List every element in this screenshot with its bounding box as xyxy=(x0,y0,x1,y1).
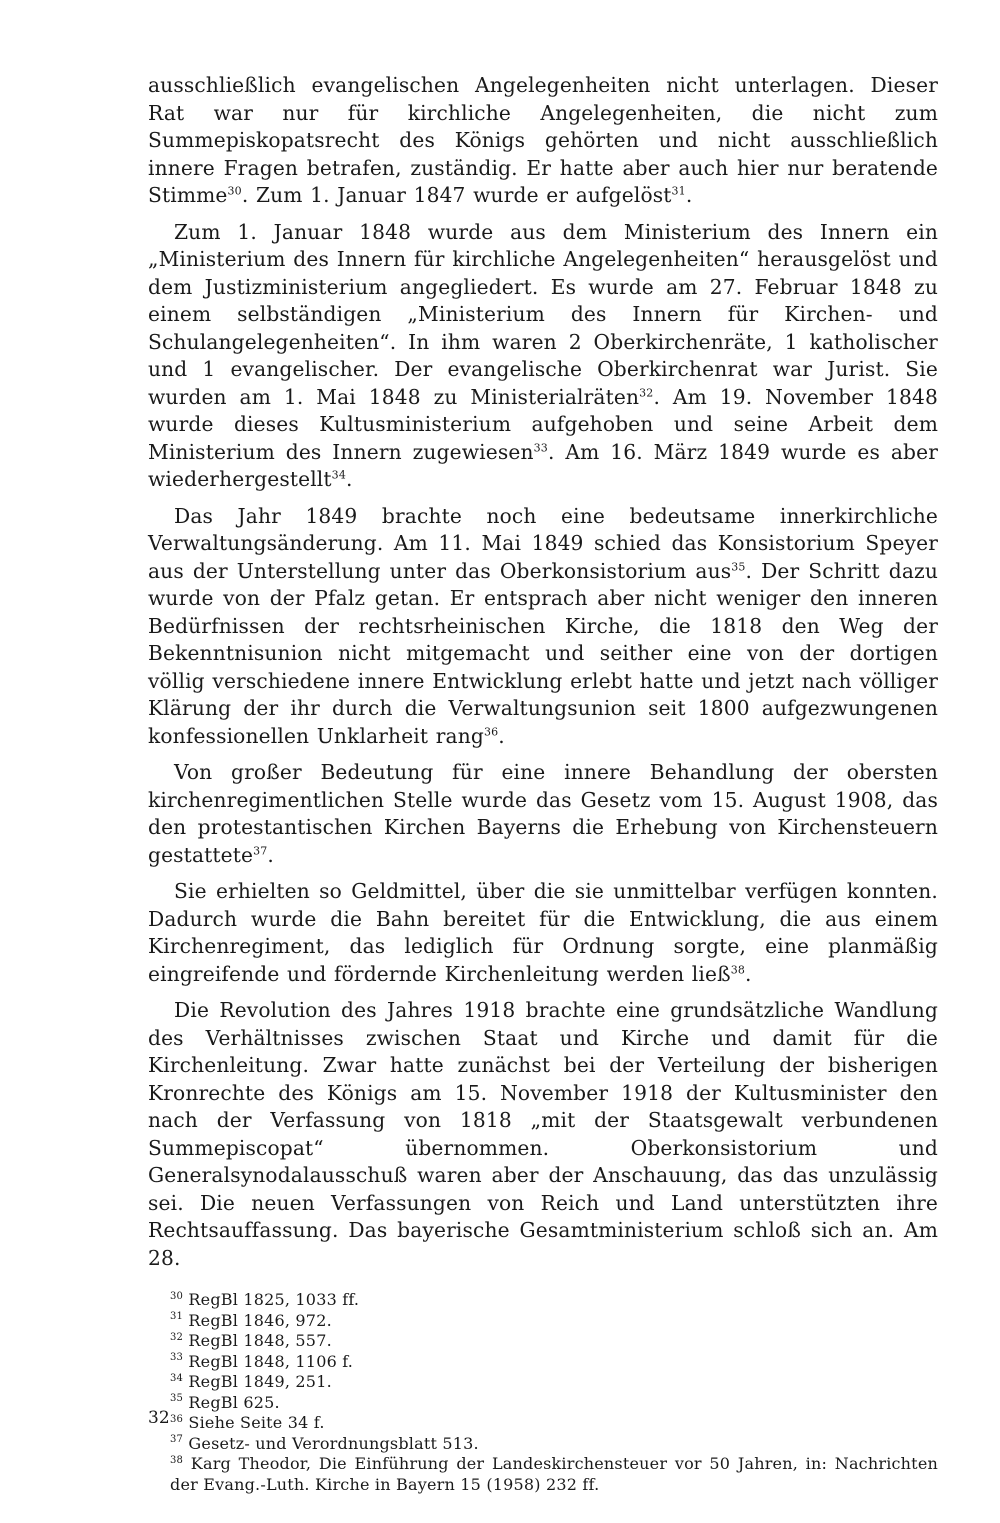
footnote: 33 RegBl 1848, 1106 f. xyxy=(170,1351,354,1371)
paragraph-text-run: . xyxy=(685,183,693,207)
footnote-reference[interactable]: 33 xyxy=(533,440,548,454)
paragraph-text-run: . xyxy=(345,467,353,491)
footnote-reference[interactable]: 31 xyxy=(671,184,686,198)
paragraph-text-run: Das Jahr 1849 brachte noch eine bedeutsame innerkirchliche Verwaltungsänderung. Am 11. Mai 1849 schied das Konsistorium Speyer aus der Unterstellung unter das Oberkonsistorium aus xyxy=(148,503,938,583)
paragraph-text-run: . xyxy=(267,842,274,867)
book-page xyxy=(148,72,938,1495)
paragraph-text-run: . xyxy=(498,723,505,748)
paragraph xyxy=(148,878,938,988)
footnote-reference[interactable]: 36 xyxy=(483,724,499,738)
paragraph-text-run: ausschließlich evangelischen Angelegenheiten nicht unterlagen. Dieser Rat war nur für kirchliche Angelegenheiten, die nicht zum Summepiskopatsrecht des Königs gehörten und nicht ausschließlich innere Fragen betrafen, zuständig. Er hatte aber auch hier nur beratende Stimme xyxy=(148,73,938,207)
footnote-text: RegBl 625. xyxy=(188,1392,280,1412)
paragraph xyxy=(148,72,938,210)
footnote-text: RegBl 1825, 1033 ff. xyxy=(188,1290,360,1309)
footnotes xyxy=(148,1290,938,1495)
footnote-text: RegBl 1848, 1106 f. xyxy=(188,1351,354,1371)
paragraph-text-run: . Am 19. November 1848 wurde dieses Kultusministerium aufgehoben und seine Arbeit dem Ministerium des Innern zugewiesen xyxy=(148,384,939,464)
footnote-text: RegBl 1846, 972. xyxy=(188,1310,332,1330)
paragraph xyxy=(148,759,938,869)
paragraph-text-run: Zum 1. Januar 1848 wurde aus dem Ministerium des Innern ein „Ministerium des Innern für kirchliche Angelegenheiten“ herausgelöst und dem Justizministerium angegliedert. Es wurde am 27. Februar 1848 zu einem selbständigen „Ministerium des Innern für Kirchen- und Schulangelegenheiten“. In ihm waren 2 Oberkirchenräte, 1 katholischer und 1 evangelischer. Der evangelische Oberkirchenrat war Jurist. Sie wurden am 1. Mai 1848 zu Ministerialräten xyxy=(148,219,938,409)
paragraph xyxy=(148,503,938,751)
footnote-reference[interactable]: 37 xyxy=(253,843,268,857)
paragraph-text-run: Die Revolution des Jahres 1918 brachte eine grundsätzliche Wandlung des Verhältnisses zwischen Staat und Kirche und damit für die Kirchenleitung. Zwar hatte zunächst bei der Verteilung der bisherigen Kronrechte des Königs am 15. November 1918 der Kultusminister den nach der Verfassung von 1818 „mit der Staatsgewalt verbundenen Summepiscopat“ übernommen. Oberkonsistorium und Generalsynodalausschuß waren aber der Anschauung, das das unzulässig sei. Die neuen Verfassungen von Reich und Land unterstützten ihre Rechtsauffassung. Das bayerische Gesamtministerium schloß sich an. Am 28. xyxy=(148,998,938,1270)
paragraph-text-run: Von großer Bedeutung für eine innere Behandlung der obersten kirchenregimentlichen Stelle wurde das Gesetz vom 15. August 1908, das den protestantischen Kirchen Bayerns die Erhebung von Kirchensteuern gestattete xyxy=(148,760,938,867)
paragraph xyxy=(148,219,938,494)
footnote-text: Karg Theodor, Die Einführung der Landeskirchensteuer vor 50 Jahren, in: Nachrichten der Evang.-Luth. Kirche in Bayern 15 (1958) 232 ff. xyxy=(170,1454,938,1494)
page-number: 32 xyxy=(148,1408,170,1428)
footnote-reference[interactable]: 35 xyxy=(731,559,746,573)
paragraph-text-run: . xyxy=(745,961,752,986)
footnote: 35 RegBl 625. xyxy=(170,1392,280,1412)
footnote-reference[interactable]: 32 xyxy=(639,385,654,399)
footnote-reference[interactable]: 30 xyxy=(227,184,242,198)
footnote: 32 RegBl 1848, 557. xyxy=(170,1331,332,1350)
footnote: 38 Karg Theodor, Die Einführung der Landeskirchensteuer vor 50 Jahren, in: Nachrichten der Evang.-Luth. Kirche in Bayern 15 (1958) 232 ff. xyxy=(170,1454,938,1494)
paragraph-text-run: . Der Schritt dazu wurde von der Pfalz getan. Er entsprach aber nicht weniger den inneren Bedürfnissen der rechtsrheinischen Kirche, die 1818 den Weg der Bekenntnisunion nicht mitgemacht und seither eine von der dortigen völlig verschiedene innere Entwicklung erlebt hatte und jetzt nach völliger Klärung der ihr durch die Verwaltungsunion seit 1800 aufgezwungenen konfessionellen Unklarheit rang xyxy=(148,558,938,748)
footnote: 31 RegBl 1846, 972. xyxy=(170,1310,332,1330)
paragraph-text-run: . Zum 1. Januar 1847 wurde er aufgelöst xyxy=(241,183,672,207)
footnote-reference[interactable]: 38 xyxy=(730,962,746,976)
footnote-text: RegBl 1849, 251. xyxy=(188,1372,332,1391)
footnote-text: Siehe Seite 34 f. xyxy=(188,1413,325,1432)
footnote: 36 Siehe Seite 34 f. xyxy=(170,1413,325,1432)
footnote: 37 Gesetz- und Verordnungsblatt 513. xyxy=(170,1433,479,1453)
paragraph-text-run: . Am 16. März 1849 wurde es aber wiederhergestellt xyxy=(148,439,938,491)
footnote-text: RegBl 1848, 557. xyxy=(188,1331,332,1350)
footnote: 34 RegBl 1849, 251. xyxy=(170,1372,332,1391)
body-text xyxy=(148,72,938,1272)
footnote-text: Gesetz- und Verordnungsblatt 513. xyxy=(188,1433,479,1453)
paragraph-text-run: Sie erhielten so Geldmittel, über die sie unmittelbar verfügen konnten. Dadurch wurde die Bahn bereitet für die Entwicklung, die aus einem Kirchenregiment, das lediglich für Ordnung sorgte, eine planmäßig eingreifende und fördernde Kirchenleitung werden ließ xyxy=(148,879,938,986)
paragraph xyxy=(148,997,938,1272)
footnote: 30 RegBl 1825, 1033 ff. xyxy=(170,1290,360,1309)
footnote-reference[interactable]: 34 xyxy=(331,468,346,482)
